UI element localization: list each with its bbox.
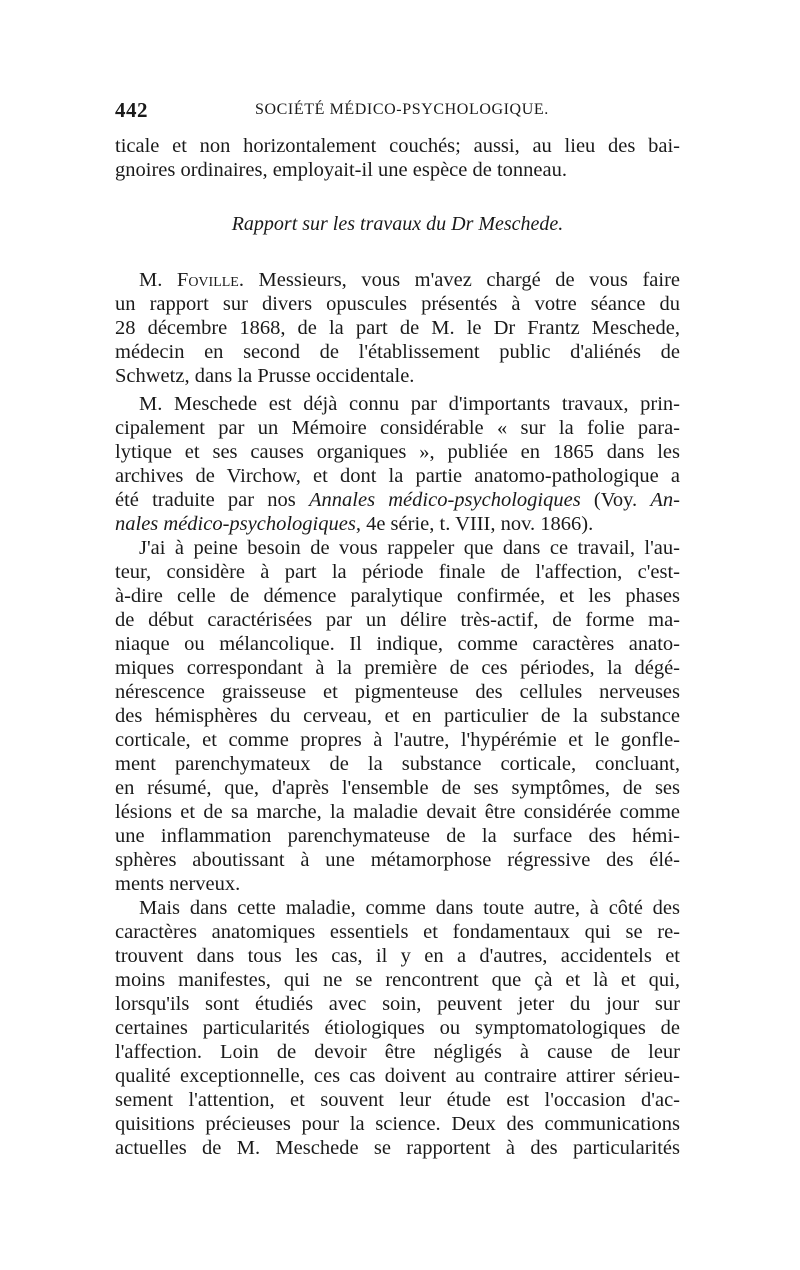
text-line: en résumé, que, d'après l'ensemble de ses symptômes, de ses (115, 777, 680, 799)
text-line: l'affection. Loin de devoir être négligés à cause de leur (115, 1041, 680, 1063)
journal-title: nales médico-psychologiques (115, 513, 356, 535)
speaker-name: M. Foville. (139, 269, 244, 291)
text-line: qualité exceptionnelle, ces cas doivent au contraire attirer sérieu- (115, 1065, 680, 1087)
text-line: médecin en second de l'établissement public d'aliénés de (115, 341, 680, 363)
text-line: miques correspondant à la première de ces périodes, la dégé- (115, 657, 680, 679)
text-span: été traduite par nos (115, 489, 296, 511)
text-line: J'ai à peine besoin de vous rappeler que dans ce travail, l'au- (139, 537, 680, 559)
paragraph-meschede-works (115, 392, 680, 536)
intro-paragraph (115, 134, 680, 182)
text-line: actuelles de M. Meschede se rapportent à des particularités (115, 1137, 680, 1159)
text-line: lorsqu'ils sont étudiés avec soin, peuvent jeter du jour sur (115, 993, 680, 1015)
text-line: ticale et non horizontalement couchés; aussi, au lieu des bai- (115, 135, 680, 157)
text-line: des hémisphères du cerveau, et en particulier de la substance (115, 705, 680, 727)
text-line: corticale, et comme propres à l'autre, l'hypérémie et le gonfle- (115, 729, 680, 751)
text-line: teur, considère à part la période finale de l'affection, c'est- (115, 561, 680, 583)
text-line: à-dire celle de démence paralytique confirmée, et les phases (115, 585, 680, 607)
text-line: ment parenchymateux de la substance corticale, concluant, (115, 753, 680, 775)
text-span: , 4e série, t. VIII, nov. 1866). (355, 513, 594, 535)
text-line: sement l'attention, et souvent leur étude est l'occasion d'ac- (115, 1089, 680, 1111)
text-line: niaque ou mélancolique. Il indique, comme caractères anato- (115, 633, 680, 655)
paragraph-foville (115, 268, 680, 388)
text-line (115, 488, 680, 512)
journal-title: An- (650, 489, 680, 511)
text-line: moins manifestes, qui ne se rencontrent que çà et là et qui, (115, 969, 680, 991)
text-line: certaines particularités étiologiques ou symptomatologiques de (115, 1017, 680, 1039)
page-number: 442 (115, 98, 148, 122)
text-line: ments nerveux. (115, 873, 241, 895)
section-title: Rapport sur les travaux du Dr Meschede. (231, 213, 564, 235)
text-line: de début caractérisées par un délire très-actif, de forme ma- (115, 609, 680, 631)
journal-title: Annales médico-psychologiques (309, 489, 581, 511)
text-line: Schwetz, dans la Prusse occidentale. (115, 365, 415, 387)
text-line: 28 décembre 1868, de la part de M. le Dr Frantz Meschede, (115, 317, 680, 339)
text-line: gnoires ordinaires, employait-il une espèce de tonneau. (115, 159, 567, 181)
text-line: trouvent dans tous les cas, il y en a d'autres, accidentels et (115, 945, 680, 967)
running-head (115, 98, 680, 128)
text-line: cipalement par un Mémoire considérable « sur la folie para- (115, 417, 680, 439)
text-line: sphères aboutissant à une métamorphose régressive des élé- (115, 849, 680, 871)
text-line: un rapport sur divers opuscules présentés à votre séance du (115, 293, 680, 315)
text-line: caractères anatomiques essentiels et fondamentaux qui se re- (115, 921, 680, 943)
text-line: lésions et de sa marche, la maladie devait être considérée comme (115, 801, 680, 823)
text-line (115, 512, 680, 536)
text-line (115, 268, 680, 292)
text-line: une inflammation parenchymateuse de la surface des hémi- (115, 825, 680, 847)
text-line: quisitions précieuses pour la science. Deux des communications (115, 1113, 680, 1135)
text-line: archives de Virchow, et dont la partie anatomo-pathologique a (115, 465, 680, 487)
paragraph-particularities (115, 896, 680, 1160)
text-line: M. Meschede est déjà connu par d'importants travaux, prin- (139, 393, 680, 415)
running-title: SOCIÉTÉ MÉDICO-PSYCHOLOGIQUE. (255, 101, 549, 118)
text-line: Mais dans cette maladie, comme dans toute autre, à côté des (139, 897, 680, 919)
text-line: lytique et ses causes organiques », publiée en 1865 dans les (115, 441, 680, 463)
text-span: Messieurs, vous m'avez chargé de vous faire (243, 269, 680, 291)
paragraph-summary (115, 536, 680, 896)
text-line: nérescence graisseuse et pigmenteuse des cellules nerveuses (115, 681, 680, 703)
text-span: (Voy. (580, 489, 651, 511)
